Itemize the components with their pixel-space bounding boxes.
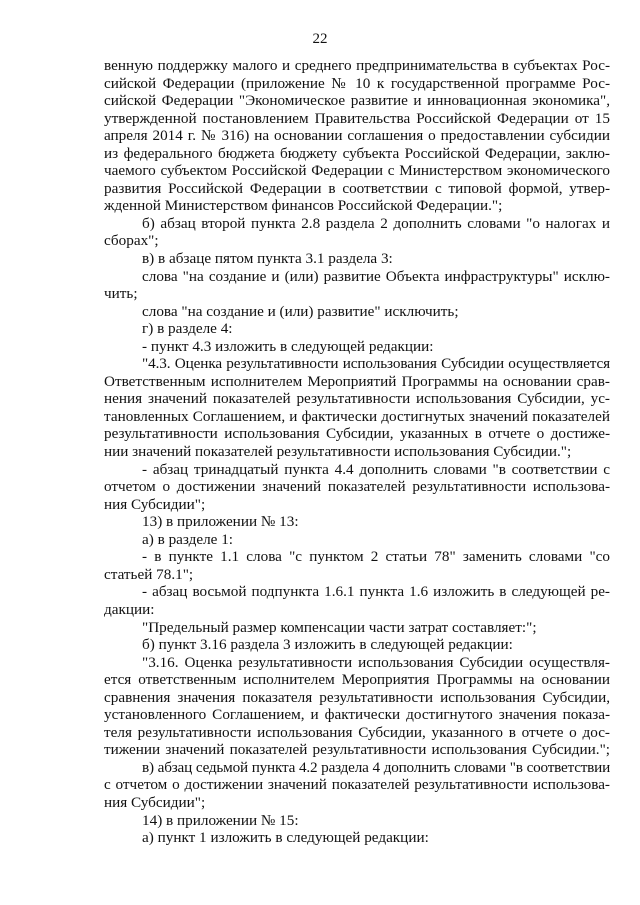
text-line: "3.16. Оценка результативности использования Субсидии осуществля- [142, 653, 610, 671]
text-line: - абзац восьмой подпункта 1.6.1 пункта 1.6 изложить в следующей ре- [142, 583, 610, 601]
text-line: отчетом о достижении значений показателей результативности использова- [104, 478, 610, 496]
text-line: венную поддержку малого и среднего предпринимательства в субъектах Рос- [104, 57, 610, 74]
text-line: ния Субсидии"; [104, 793, 206, 811]
text-line: г) в разделе 4: [142, 320, 233, 338]
text-line: развития Российской Федерации в соответствии с типовой формой, утвер- [104, 179, 610, 197]
text-line: б) пункт 3.16 раздела 3 изложить в следующей редакции: [142, 636, 513, 654]
text-line: Ответственным исполнителем Мероприятий Программы на основании срав- [104, 372, 610, 390]
text-line: а) в разделе 1: [142, 530, 234, 548]
text-line: с отчетом о достижении значений показателей результативности использова- [104, 776, 610, 794]
text-line: сийской Федерации "Экономическое развитие и инновационная экономика", [104, 92, 610, 110]
text-line: - абзац тринадцатый пункта 4.4 дополнить словами "в соответствии с [142, 460, 610, 478]
text-line: установленного Соглашением, и фактически достигнутого значения показа- [104, 706, 610, 724]
text-line: чаемого субъектом Российской Федерации с Министерством экономического [104, 162, 610, 180]
text-line: апреля 2014 г. № 316) на основании соглашения о предоставлении субсидии [104, 127, 610, 145]
text-line: б) абзац второй пункта 2.8 раздела 2 дополнить словами "о налогах и [142, 214, 610, 232]
text-line: ется ответственным исполнителем Мероприятия Программы на основании [104, 671, 610, 689]
text-line: теля результативности использования Субсидии, указанного в отчете о дос- [104, 723, 610, 741]
text-line: 13) в приложении № 13: [142, 513, 299, 531]
text-line: жденной Министерством финансов Российской Федерации."; [104, 197, 503, 215]
text-line: "4.3. Оценка результативности использования Субсидии осуществляется [142, 355, 610, 373]
text-line: тановленных Соглашением, и фактически достигнутых значений показателей [104, 407, 610, 425]
text-line: из федерального бюджета бюджету субъекта Российской Федерации, заклю- [104, 144, 610, 162]
text-line: нения значений показателей результативности использования Субсидии, ус- [104, 390, 610, 408]
document-body [104, 57, 610, 847]
text-line: в) абзац седьмой пункта 4.2 раздела 4 дополнить словами "в соответствии [142, 758, 610, 776]
text-line: сравнения значения показателя результативности использования Субсидии, [104, 688, 610, 706]
text-line: дакции: [104, 600, 155, 618]
text-line: сийской Федерации (приложение № 10 к государственной программе Рос- [104, 74, 610, 92]
text-line: тижении значений показателей результативности использования Субсидии."; [104, 741, 610, 759]
text-line: статьей 78.1"; [104, 565, 194, 583]
text-line: результативности использования Субсидии, указанных в отчете о достиже- [104, 425, 610, 443]
text-line: - в пункте 1.1 слова "с пунктом 2 статьи 78" заменить словами "со [142, 548, 610, 566]
text-line: - пункт 4.3 изложить в следующей редакции: [142, 337, 434, 355]
text-line: "Предельный размер компенсации части затрат составляет:"; [142, 618, 537, 636]
text-line: 14) в приложении № 15: [142, 811, 299, 829]
page-number: 22 [312, 31, 328, 47]
text-line: слова "на создание и (или) развитие Объекта инфраструктуры" исклю- [142, 267, 610, 285]
text-line: а) пункт 1 изложить в следующей редакции: [142, 829, 429, 847]
text-line: ния Субсидии"; [104, 495, 206, 513]
text-line: нии значений показателей результативности использования Субсидии."; [104, 443, 572, 461]
text-line: сборах"; [104, 232, 159, 250]
text-line: чить; [104, 285, 138, 303]
text-line: слова "на создание и (или) развитие" исключить; [142, 302, 459, 320]
text-line: утвержденной постановлением Правительства Российской Федерации от 15 [104, 109, 610, 127]
text-line: в) в абзаце пятом пункта 3.1 раздела 3: [142, 250, 393, 268]
